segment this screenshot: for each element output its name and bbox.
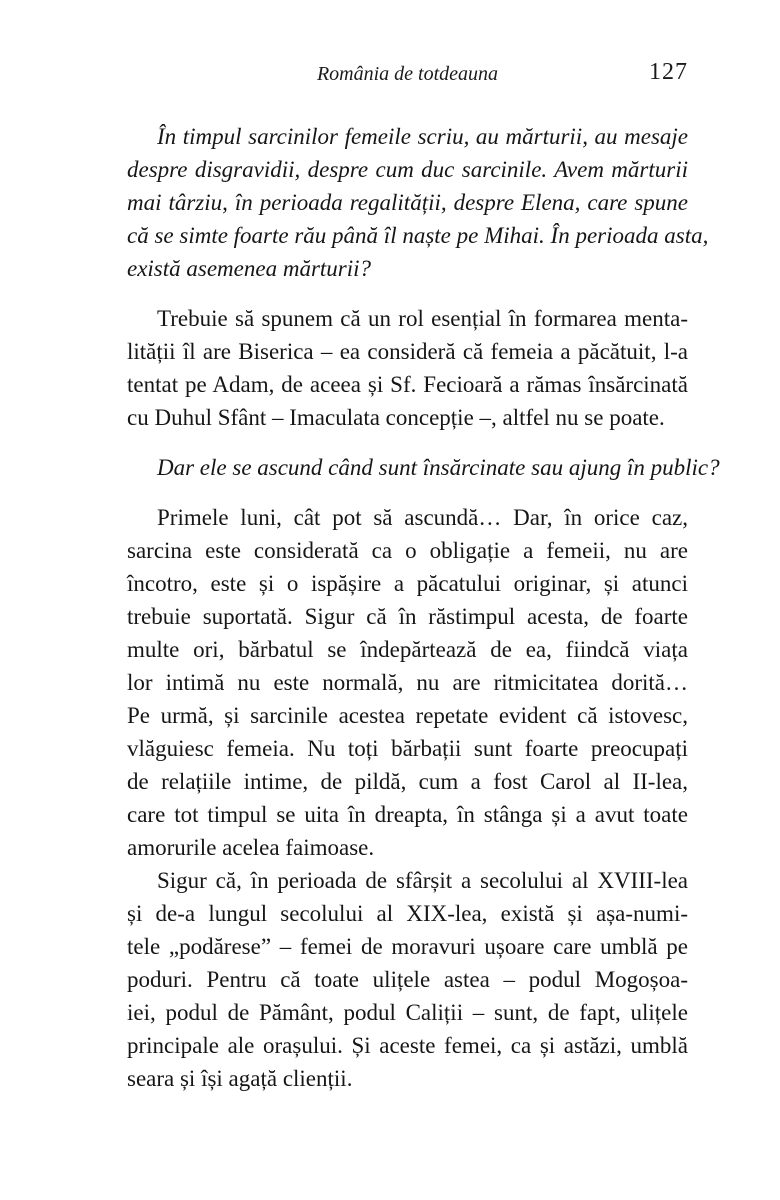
text-line: Dar ele se ascund când sunt însărcinate sau ajung în public? (157, 455, 720, 480)
text-line: sarcina este considerată ca o obligație a femeii, nu are (127, 538, 688, 563)
text-line: că se simte foarte rău până îl naște pe Mihai. În perioada asta, (127, 223, 709, 248)
text-line: iei, podul de Pământ, podul Caliții – sunt, de fapt, ulițele (127, 1000, 688, 1025)
text-line: tele „podărese” – femei de moravuri ușoare care umblă pe (127, 934, 688, 959)
text-line: amorurile acelea faimoase. (127, 835, 375, 860)
text-line: seara și își agață clienții. (127, 1066, 353, 1091)
text-line: Primele luni, cât pot să ascundă… Dar, în orice caz, (157, 505, 688, 530)
paragraph (127, 302, 688, 434)
text-line: Sigur că, în perioada de sfârșit a secolului al XVIII-lea (157, 868, 688, 893)
text-line: despre disgravidii, despre cum duc sarcinile. Avem mărturii (127, 157, 688, 182)
paragraph (127, 120, 709, 285)
text-line: mai târziu, în perioada regalității, despre Elena, care spune (127, 190, 688, 215)
text-line: încotro, este și o ispășire a păcatului originar, și atunci (127, 571, 688, 596)
running-head-row (127, 60, 688, 88)
text-line: care tot timpul se uita în dreapta, în stânga și a avut toate (127, 802, 688, 827)
text-line: de relațiile intime, de pildă, cum a fost Carol al II-lea, (127, 769, 688, 794)
text-line: trebuie suportată. Sigur că în răstimpul acesta, de foarte (127, 604, 688, 629)
text-line: poduri. Pentru că toate ulițele astea – podul Mogoșoa- (127, 967, 688, 992)
text-line: vlăguiesc femeia. Nu toți bărbații sunt foarte preocupați (127, 736, 688, 761)
text-line: și de-a lungul secolului al XIX-lea, există și așa-numi- (127, 901, 688, 926)
page-body (127, 120, 720, 1095)
text-line: există asemenea mărturii? (127, 256, 372, 281)
text-line: cu Duhul Sfânt – Imaculata concepție –, altfel nu se poate. (127, 405, 665, 430)
page-number: 127 (649, 59, 688, 85)
text-line: lor intimă nu este normală, nu are ritmicitatea dorită… (127, 670, 688, 695)
paragraph (127, 501, 688, 864)
text-line: multe ori, bărbatul se îndepărtează de ea, fiindcă viața (127, 637, 688, 662)
text-line: principale ale orașului. Și aceste femei, ca și astăzi, umblă (127, 1033, 688, 1058)
running-head-title: România de totdeauna (316, 63, 499, 85)
paragraph (127, 451, 720, 484)
text-line: Trebuie să spunem că un rol esențial în formarea menta- (157, 306, 688, 331)
text-line: Pe urmă, și sarcinile acestea repetate evident că istovesc, (127, 703, 688, 728)
text-line: În timpul sarcinilor femeile scriu, au mărturii, au mesaje (157, 124, 688, 149)
paragraph (127, 864, 688, 1095)
text-line: lității îl are Biserica – ea consideră că femeia a păcătuit, l-a (127, 339, 688, 364)
text-line: tentat pe Adam, de aceea și Sf. Fecioară a rămas însărcinată (127, 372, 688, 397)
